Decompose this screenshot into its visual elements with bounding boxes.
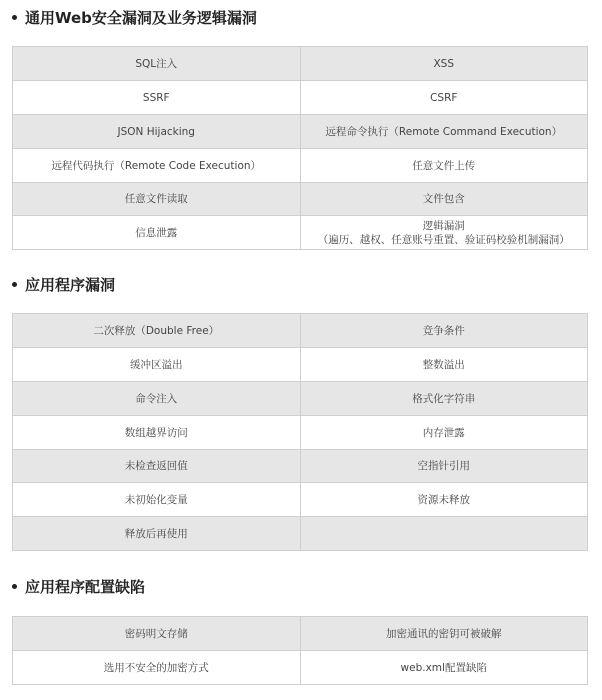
table-cell: 内存泄露 (300, 416, 588, 450)
bullet-icon (12, 584, 17, 589)
table-row (13, 149, 588, 183)
table-cell: web.xml配置缺陷 (300, 651, 588, 685)
cell-sub-text: （遍历、越权、任意账号重置、验证码校验机制漏洞） (317, 233, 570, 246)
table-cell: 释放后再使用 (13, 517, 301, 551)
table-cell: 命令注入 (13, 382, 301, 416)
table-cell: 任意文件读取 (13, 183, 301, 216)
table-cell: SQL注入 (13, 47, 301, 81)
bullet-icon (12, 282, 17, 287)
section-title-app-vulns (12, 273, 115, 295)
table-row (13, 314, 588, 348)
table-cell: 格式化字符串 (300, 382, 588, 416)
table-cell: 密码明文存储 (13, 617, 301, 651)
bullet-icon (12, 15, 17, 20)
table-cell: 未检查返回值 (13, 450, 301, 483)
table-cell: 未初始化变量 (13, 483, 301, 517)
table-cell: 数组越界访问 (13, 416, 301, 450)
table-cell: 远程代码执行（Remote Code Execution） (13, 149, 301, 183)
section-title-web-vulns (12, 6, 257, 28)
table-row (13, 617, 588, 651)
table-cell: 文件包含 (300, 183, 588, 216)
table-row (13, 450, 588, 483)
table-cell: 空指针引用 (300, 450, 588, 483)
table-row (13, 216, 588, 250)
config-flaws-table (12, 616, 588, 685)
table-row (13, 47, 588, 81)
table-row (13, 382, 588, 416)
table-cell: JSON Hijacking (13, 115, 301, 149)
table-cell (300, 517, 588, 551)
cell-main-text: 逻辑漏洞 (422, 219, 465, 232)
table-cell: XSS (300, 47, 588, 81)
table-cell: 任意文件上传 (300, 149, 588, 183)
table-row (13, 416, 588, 450)
table-cell: 资源未释放 (300, 483, 588, 517)
table-cell: CSRF (300, 81, 588, 115)
table-cell: 竞争条件 (300, 314, 588, 348)
table-row (13, 115, 588, 149)
table-cell: 远程命令执行（Remote Command Execution） (300, 115, 588, 149)
table-cell-multiline (300, 216, 588, 250)
table-row (13, 651, 588, 685)
section-title-text: 通用Web安全漏洞及业务逻辑漏洞 (25, 8, 257, 27)
table-cell: 二次释放（Double Free） (13, 314, 301, 348)
table-cell: 选用不安全的加密方式 (13, 651, 301, 685)
table-row (13, 483, 588, 517)
section-title-text: 应用程序配置缺陷 (25, 577, 146, 596)
table-cell: 整数溢出 (300, 348, 588, 382)
table-row (13, 517, 588, 551)
section-title-text: 应用程序漏洞 (25, 275, 116, 294)
table-cell: SSRF (13, 81, 301, 115)
table-row (13, 348, 588, 382)
table-cell: 加密通讯的密钥可被破解 (300, 617, 588, 651)
table-row (13, 183, 588, 216)
table-row (13, 81, 588, 115)
table-cell: 缓冲区溢出 (13, 348, 301, 382)
table-cell: 信息泄露 (13, 216, 301, 250)
app-vulns-table (12, 313, 588, 551)
web-vulns-table (12, 46, 588, 250)
section-title-config-flaws (12, 575, 145, 597)
